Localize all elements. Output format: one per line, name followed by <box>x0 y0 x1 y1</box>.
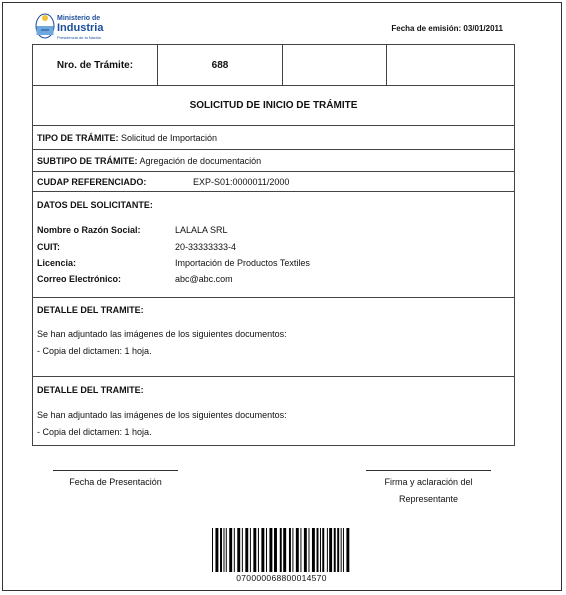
correo-value: abc@abc.com <box>175 274 233 284</box>
ministry-logo <box>35 12 105 44</box>
emission-label: Fecha de emisión: <box>391 24 462 33</box>
tramite-label: Nro. de Trámite: <box>33 45 158 85</box>
barcode-bar <box>269 528 272 572</box>
fecha-presentacion-label: Fecha de Presentación <box>69 477 162 487</box>
detalle-1-line2: - Copia del dictamen: 1 hoja. <box>37 346 152 356</box>
nombre-value: LALALA SRL <box>175 225 228 235</box>
tramite-empty-cell-2 <box>387 45 514 85</box>
detalle-section-2 <box>33 377 514 445</box>
barcode-number: 070000068800014570 <box>236 573 327 583</box>
fecha-signature-line <box>53 470 178 471</box>
subtipo-value: Agregación de documentación <box>139 156 262 166</box>
barcode-bar <box>215 528 218 572</box>
argentina-seal-icon <box>35 13 55 39</box>
barcode-bar <box>223 528 224 572</box>
tipo-row <box>33 126 514 150</box>
barcode-bar <box>334 528 336 572</box>
tipo-label: TIPO DE TRÁMITE: <box>37 133 119 143</box>
barcode-bar <box>229 528 232 572</box>
barcode-bar <box>320 528 321 572</box>
detalle-2-line1: Se han adjuntado las imágenes de los siguientes documentos: <box>37 410 287 420</box>
barcode-bar <box>289 528 291 572</box>
barcode-bar <box>250 528 251 572</box>
barcode-bar <box>283 528 286 572</box>
barcode-bar <box>317 528 319 572</box>
barcode-bar <box>322 528 324 572</box>
detalle-section-1 <box>33 298 514 377</box>
licencia-value: Importación de Productos Textiles <box>175 258 310 268</box>
barcode-bar <box>280 528 282 572</box>
detalle-2-heading: DETALLE DEL TRAMITE: <box>37 385 144 395</box>
tramite-empty-cell-1 <box>283 45 387 85</box>
barcode <box>212 528 351 572</box>
cudap-label: CUDAP REFERENCIADO: <box>37 177 147 187</box>
subtipo-row <box>33 150 514 172</box>
solicitante-heading: DATOS DEL SOLICITANTE: <box>37 200 153 210</box>
cuit-value: 20-33333333-4 <box>175 242 237 252</box>
title-row <box>33 86 514 126</box>
solicitante-section <box>33 192 514 298</box>
cuit-label: CUIT: <box>37 242 60 252</box>
cudap-row <box>33 172 514 192</box>
barcode-bar <box>329 528 332 572</box>
barcode-bar <box>212 528 213 572</box>
barcode-bar <box>337 528 339 572</box>
logo-line3: Presidencia de la Nación <box>57 35 102 40</box>
barcode-bar <box>292 528 293 572</box>
tramite-row <box>33 45 514 86</box>
logo-line1: Ministerio de <box>57 15 101 22</box>
firma-signature-line <box>366 470 491 471</box>
barcode-bar <box>300 528 301 572</box>
barcode-bar <box>304 528 307 572</box>
nombre-label: Nombre o Razón Social: <box>37 225 141 235</box>
barcode-bar <box>242 528 243 572</box>
barcode-bar <box>346 528 349 572</box>
detalle-2-line2: - Copia del dictamen: 1 hoja. <box>37 427 152 437</box>
subtipo-label: SUBTIPO DE TRÁMITE: <box>37 156 138 166</box>
document-page <box>2 2 562 591</box>
firma-label-line2: Representante <box>398 494 459 504</box>
barcode-bar <box>343 528 344 572</box>
barcode-bar <box>245 528 248 572</box>
barcode-bar <box>308 528 309 572</box>
firma-label-line1: Firma y aclaración del <box>384 477 473 487</box>
licencia-label: Licencia: <box>37 258 77 268</box>
detalle-1-line1: Se han adjuntado las imágenes de los siguientes documentos: <box>37 329 287 339</box>
form-frame <box>32 44 515 446</box>
barcode-bar <box>327 528 328 572</box>
detalle-1-heading: DETALLE DEL TRAMITE: <box>37 305 144 315</box>
barcode-bar <box>220 528 222 572</box>
barcode-bar <box>261 528 264 572</box>
document-title: SOLICITUD DE INICIO DE TRÁMITE <box>189 100 358 111</box>
tramite-number: 688 <box>158 45 283 85</box>
barcode-bar <box>258 528 259 572</box>
barcode-bar <box>234 528 235 572</box>
barcode-bar <box>274 528 277 572</box>
barcode-bar <box>266 528 267 572</box>
emission-value: 03/01/2011 <box>463 24 503 33</box>
correo-label: Correo Electrónico: <box>37 274 122 284</box>
barcode-bar <box>296 528 299 572</box>
barcode-bar <box>253 528 256 572</box>
barcode-bar <box>341 528 342 572</box>
barcode-bar <box>312 528 315 572</box>
barcode-bar <box>237 528 240 572</box>
emission-date <box>391 24 503 33</box>
barcode-bar <box>226 528 227 572</box>
tipo-value: Solicitud de Importación <box>121 133 218 143</box>
cudap-value: EXP-S01:0000011/2000 <box>193 177 290 187</box>
logo-line2: Industria <box>57 22 104 34</box>
